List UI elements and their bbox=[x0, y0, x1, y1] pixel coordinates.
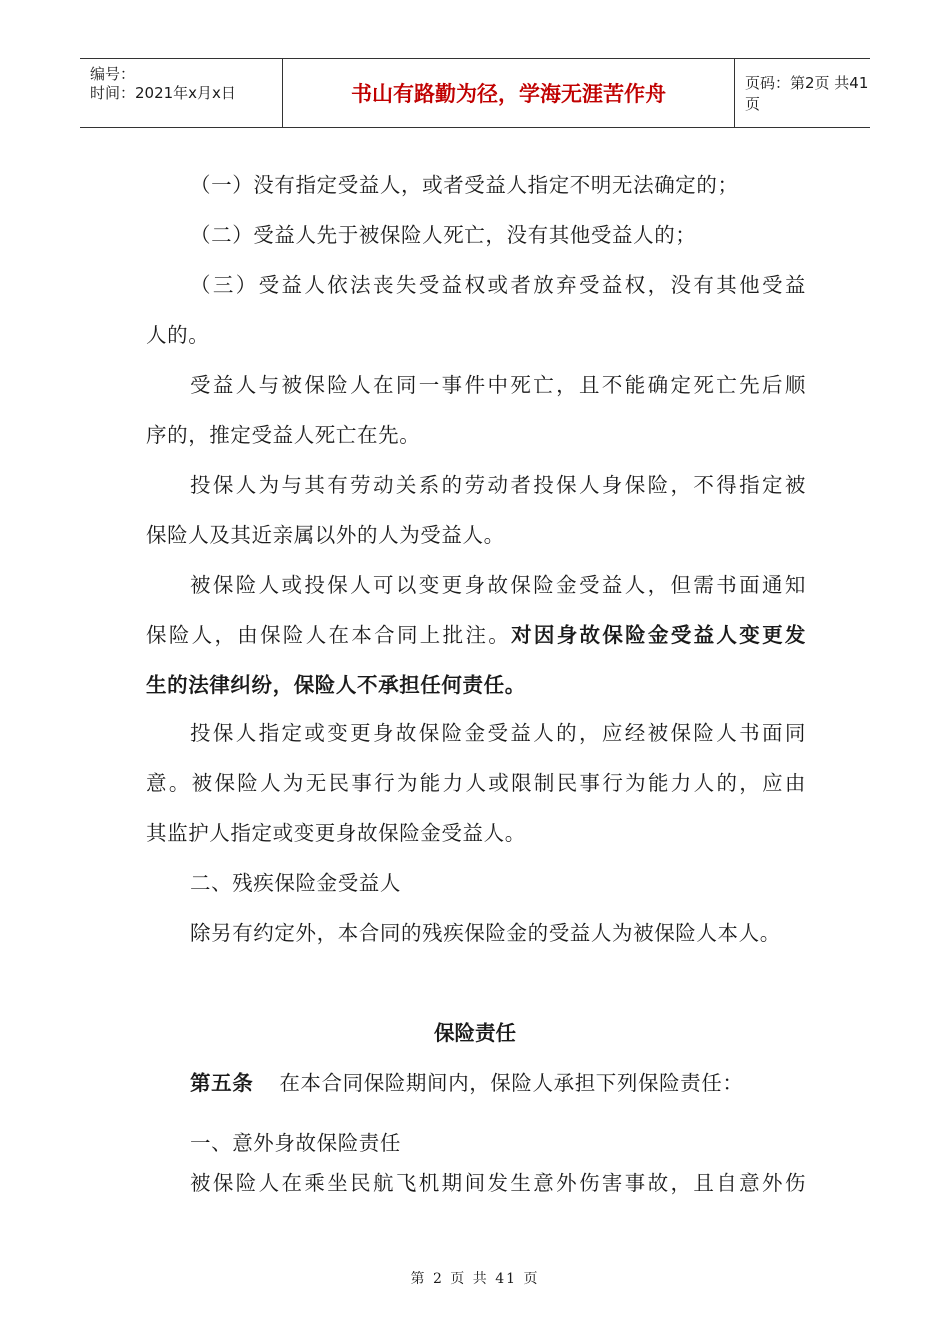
bold-clause: 生的法律纠纷，保险人不承担任何责任。 bbox=[146, 673, 526, 697]
subheading: 一、意外身故保险责任 bbox=[190, 1131, 401, 1155]
paragraph-line: 意。被保险人为无民事行为能力人或限制民事行为能力人的，应由 bbox=[146, 771, 806, 795]
header-page-info: 页码：第2页 共41页 bbox=[745, 74, 869, 113]
subheading: 二、残疾保险金受益人 bbox=[190, 871, 401, 895]
paragraph-line: （二）受益人先于被保险人死亡，没有其他受益人的； bbox=[190, 223, 697, 247]
article-label: 第五条 bbox=[190, 1071, 254, 1095]
header-motto: 书山有路勤为径，学海无涯苦作舟 bbox=[282, 59, 735, 127]
paragraph-line: 投保人为与其有劳动关系的劳动者投保人身保险，不得指定被 bbox=[190, 473, 806, 497]
document-number-label: 编号： bbox=[90, 65, 136, 83]
paragraph-line: （三）受益人依法丧失受益权或者放弃受益权，没有其他受益 bbox=[190, 273, 806, 297]
paragraph-line bbox=[146, 618, 806, 648]
page-footer: 第 2 页 共 41 页 bbox=[410, 1271, 540, 1287]
paragraph-line: 人的。 bbox=[146, 323, 210, 347]
section-title: 保险责任 bbox=[434, 1021, 516, 1045]
paragraph-line: 投保人指定或变更身故保险金受益人的，应经被保险人书面同 bbox=[190, 721, 806, 745]
article-text: 在本合同保险期间内，保险人承担下列保险责任： bbox=[279, 1071, 744, 1095]
paragraph-line: （一）没有指定受益人，或者受益人指定不明无法确定的； bbox=[190, 173, 739, 197]
bold-clause: 对因身故保险金受益人变更发 bbox=[511, 623, 806, 647]
paragraph-line: 被保险人或投保人可以变更身故保险金受益人，但需书面通知 bbox=[190, 573, 806, 597]
paragraph-line: 保险人及其近亲属以外的人为受益人。 bbox=[146, 523, 505, 547]
header-meta bbox=[80, 59, 282, 127]
paragraph-line: 被保险人在乘坐民航飞机期间发生意外伤害事故，且自意外伤 bbox=[190, 1171, 806, 1195]
paragraph-line: 除另有约定外，本合同的残疾保险金的受益人为被保险人本人。 bbox=[190, 921, 781, 945]
article-line bbox=[190, 1066, 806, 1096]
paragraph-line: 序的，推定受益人死亡在先。 bbox=[146, 423, 421, 447]
paragraph-text: 保险人，由保险人在本合同上批注。 bbox=[146, 623, 512, 647]
paragraph-line: 受益人与被保险人在同一事件中死亡，且不能确定死亡先后顺 bbox=[190, 373, 806, 397]
page-header bbox=[80, 58, 870, 128]
paragraph-line: 其监护人指定或变更身故保险金受益人。 bbox=[146, 821, 526, 845]
document-date: 时间：2021年x月x日 bbox=[90, 84, 236, 102]
